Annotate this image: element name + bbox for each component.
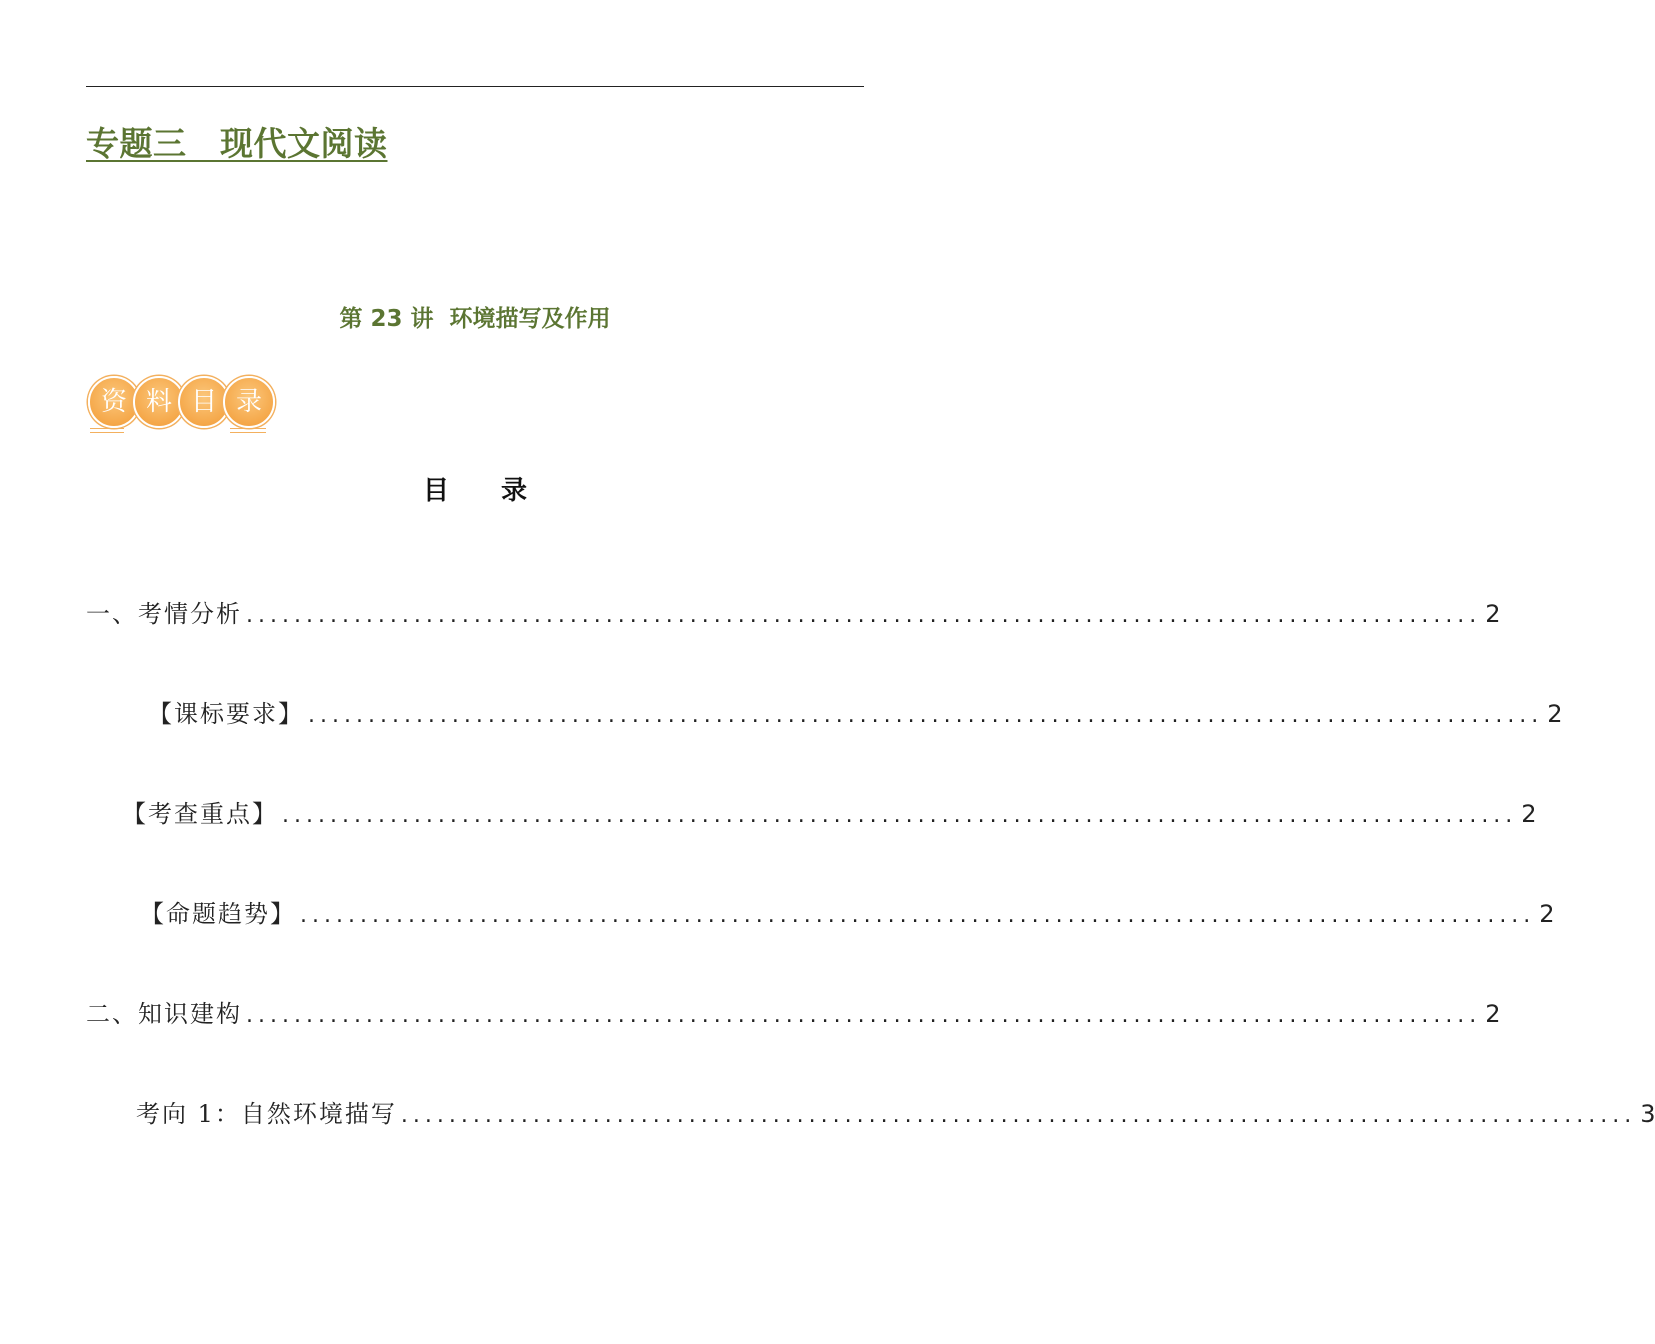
badge-char-4: 录: [223, 376, 275, 428]
toc-page-number: 3: [1640, 1100, 1655, 1128]
top-rule: [86, 86, 864, 87]
toc-leader-dots: .......................................................................................................: [300, 903, 1536, 928]
toc-page-number: 2: [1485, 600, 1501, 628]
toc-entry-label: 【命题趋势】: [140, 900, 296, 928]
toc-entry-knowledge-construction[interactable]: [86, 994, 1501, 1028]
badge-char-1: 资: [88, 376, 140, 428]
toc-leader-dots: .......................................................................................................: [400, 1103, 1637, 1128]
badge-underline-left: [90, 428, 124, 429]
badge-underline-right-2: [230, 432, 266, 433]
badge-underline-left-2: [90, 432, 124, 433]
toc-page-number: 2: [1485, 1000, 1501, 1028]
toc-entry-natural-environment[interactable]: [136, 1094, 1655, 1128]
badge-underline-right: [230, 428, 266, 429]
toc-entry-label: 【考查重点】: [122, 800, 278, 828]
toc-leader-dots: .......................................................................................................: [246, 603, 1482, 628]
toc-entry-curriculum-requirements[interactable]: [148, 694, 1563, 728]
toc-entry-label: 【课标要求】: [148, 700, 304, 728]
toc-entry-label: 考向 1：自然环境描写: [136, 1100, 397, 1128]
toc-entry-exam-focus[interactable]: [122, 794, 1537, 828]
toc-page-number: 2: [1521, 800, 1537, 828]
toc-entry-analysis[interactable]: [86, 594, 1501, 628]
badge-char-3: 目: [178, 376, 230, 428]
toc-leader-dots: .......................................................................................................: [246, 1003, 1482, 1028]
toc-page-number: 2: [1539, 900, 1555, 928]
toc-page-number: 2: [1547, 700, 1563, 728]
resource-contents-badge: [88, 376, 278, 436]
topic-title: 专题三 现代文阅读: [86, 124, 388, 163]
toc-entry-label: 一、考情分析: [86, 600, 242, 628]
toc-entry-label: 二、知识建构: [86, 1000, 242, 1028]
lecture-title: 第 23 讲 环境描写及作用: [339, 306, 611, 332]
toc-leader-dots: .......................................................................................................: [308, 703, 1544, 728]
toc-leader-dots: .......................................................................................................: [282, 803, 1518, 828]
toc-heading: 目 录: [422, 476, 527, 506]
toc-entry-question-trends[interactable]: [140, 894, 1555, 928]
badge-char-2: 料: [133, 376, 185, 428]
